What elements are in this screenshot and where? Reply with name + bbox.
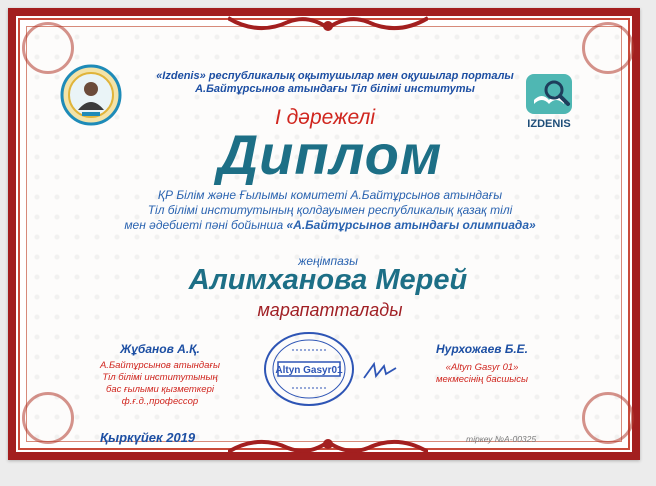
description-line-2: Тіл білімі институтының қолдауымен республикалық қазақ тілі (147, 203, 513, 217)
left-signatory-name: Жұбанов А.Қ. (120, 342, 200, 356)
left-title-line: бас ғылыми қызметкері (106, 384, 214, 395)
left-title-line: А.Байтұрсынов атындағы (99, 360, 221, 371)
recipient-name: Алимханова Мерей (188, 264, 468, 296)
portal-header (110, 70, 560, 96)
portal-line-1: «Izdenis» республикалық оқытушылар мен оқушылар порталы (156, 70, 514, 82)
top-ornament (228, 14, 428, 38)
description-line-1: ҚР Білім және Ғылымы комитеті А.Байтұрсынов атындағы (157, 188, 503, 202)
corner-ornament (582, 392, 634, 444)
description-line-3 (100, 218, 560, 233)
right-title-line: мекмесінің басшысы (435, 374, 529, 385)
stamp-center-text: Altyn Gasyr01 (275, 365, 343, 376)
issue-date: Қыркүйек 2019 (100, 430, 196, 445)
diploma-description (100, 188, 560, 233)
bottom-ornament (228, 432, 428, 456)
olympiad-name: «А.Байтұрсынов атындағы олимпиада» (286, 218, 536, 232)
left-signatory-title (62, 360, 258, 408)
left-title-line: ф.ғ.д.,профессор (121, 396, 199, 407)
awarded-text: марапатталады (257, 300, 403, 320)
official-stamp (262, 330, 356, 408)
corner-ornament (582, 22, 634, 74)
right-signatory-name: Нурхожаев Б.Е. (436, 342, 528, 356)
right-signatory-title (392, 362, 572, 386)
left-title-line: Тіл білімі институтының (102, 372, 218, 383)
registration-number: тіркеу №А-00325 (466, 434, 537, 444)
diploma-title: Диплом (217, 123, 443, 186)
right-title-line: «Altyn Gasyr 01» (445, 362, 519, 373)
diploma-degree: І дәрежелі (274, 106, 376, 129)
izdenis-brand-label: IZDENIS (527, 118, 571, 130)
portal-line-2: А.Байтұрсынов атындағы Тіл білімі институты (195, 83, 475, 95)
winner-word: жеңімпазы (298, 254, 358, 268)
description-line-3-prefix: мен әдебиеті пәні бойынша (124, 218, 287, 232)
